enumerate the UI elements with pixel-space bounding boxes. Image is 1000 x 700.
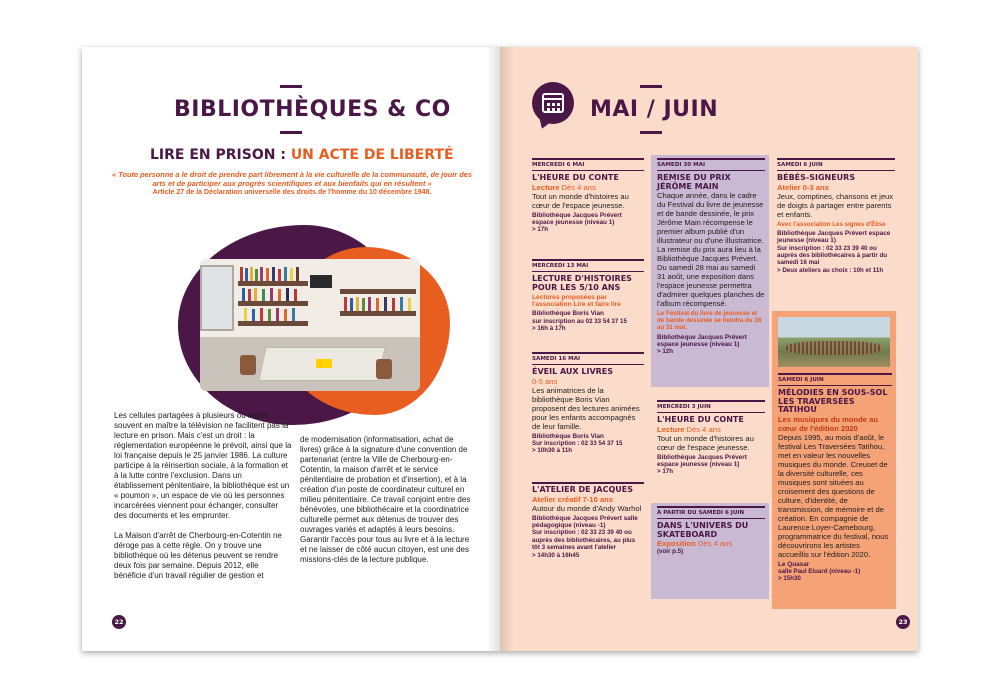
event-bebes-signeurs [777, 158, 895, 274]
article-paragraph: Les cellules partagées à plusieurs où règne souvent en maître la télévision ne facilitent pas la lecture en prison. Mais c'est un droit : la réglementation européenne le prévoit, ainsi que la loi française depuis le 25 janvier 1986. La culture participe à la réinsertion sociale, à la formation et à la lutte contre l'exclusion. Dans un établissement pénitentiaire, la bibliothèque est un « poumon », un espace de vie où les personnes incarcérées viennent pour échanger, consulter des documents et les emprunter. [114, 411, 292, 520]
left-gutter-shadow [486, 47, 500, 651]
photo-book [244, 308, 247, 321]
event-location: Bibliothèque Jacques Prévert espace jeunesse (niveau 1) [532, 211, 622, 226]
photo-book [242, 288, 245, 301]
event-lecture-histoires [532, 259, 644, 333]
event-rule [657, 158, 765, 160]
event-location: Bibliothèque Jacques Prévert espace jeunesse (niveau 1) [657, 453, 747, 468]
event-rule [532, 352, 644, 354]
photo-book [278, 269, 281, 281]
event-location: Le Quasar [778, 560, 810, 568]
event-rule [532, 259, 644, 261]
event-note: Le Festival du livre de jeunesse et de bande dessinée se tiendra du 28 au 31 mai. [657, 310, 762, 332]
photo-book [254, 288, 257, 301]
page-title: MAI / JUIN [590, 97, 719, 122]
event-time: > 15h30 [778, 575, 801, 583]
event-tag: Les musiques du monde au cœur de l'édition 2020 [778, 414, 879, 433]
photo-window [200, 265, 234, 331]
event-info: salle Paul Eluard (niveau -1) [778, 567, 861, 575]
photo-yellow-paper [316, 359, 332, 368]
photo-book [392, 298, 395, 311]
photo-book [286, 288, 289, 301]
right-page [500, 47, 918, 651]
event-tag-type: Lecture [532, 182, 560, 192]
photo-book [266, 268, 269, 281]
event-location: Bibliothèque Boris Vian [532, 310, 604, 318]
event-rule [657, 400, 765, 402]
event-rule [777, 158, 895, 160]
photo-chair [240, 355, 256, 375]
photo-book [350, 298, 353, 311]
event-rule [532, 482, 644, 484]
event-date: SAMEDI 6 JUIN [777, 162, 895, 171]
photo-shelf [238, 281, 308, 286]
event-description: Tout un monde d'histoires au cœur de l'espace jeunesse. [532, 191, 629, 210]
event-date: SAMEDI 6 JUIN [778, 377, 892, 386]
photo-book [245, 268, 248, 281]
photo-shelf [238, 301, 308, 306]
photo-book [384, 297, 387, 311]
photo-book [400, 297, 403, 311]
calendar-dot [557, 108, 560, 111]
event-date: MERCREDI 6 MAI [532, 162, 644, 171]
event-heure-du-conte-juin [657, 400, 765, 476]
photo-book [255, 269, 258, 281]
photo-book [368, 297, 371, 311]
title-bottom-bar [280, 131, 302, 134]
event-info: sur inscription au 02 33 54 37 15 [532, 317, 627, 325]
subtitle-part-a: LIRE EN PRISON : [150, 147, 291, 163]
event-title: L'ATELIER DE JACQUES [532, 485, 633, 494]
event-rule [657, 506, 765, 508]
article-paragraph: de modernisation (informatisation, achat de livres) grâce à la signature d'une convention de partenariat (entre la Ville de Cherbourg-en-Cotentin, la maison d'arrêt et le service pénitentiaire de probation et d'insertion), et à la création d'un poste de coordinateur culturel en milieu pénitentiaire. Ce travail conjoint entre des bénévoles, une bibliothécaire et la coordinatrice culturelle permet aux détenus de trouver des ouvrages variés et adaptés à leurs besoins. [300, 435, 471, 534]
event-tag-type: Exposition [657, 539, 696, 548]
event-info: Sur inscription : 02 33 23 39 40 ou auprès des bibliothécaires à partir du samedi 16 mai [777, 244, 888, 267]
event-time: > Deux ateliers au choix : 10h et 11h [777, 266, 884, 274]
event-info: Sur inscription : 02 33 54 37 15 [532, 439, 623, 447]
photo-shelf [238, 321, 308, 326]
event-date: MERCREDI 13 MAI [532, 263, 644, 272]
event-tag: Atelier créatif 7-10 ans [532, 494, 614, 504]
calendar-dot [557, 103, 560, 106]
photo-chair [376, 359, 392, 379]
event-title: DANS L'UNIVERS DU SKATEBOARD [657, 521, 749, 539]
event-description: Tout un monde d'histoires au cœur de l'espace jeunesse. [657, 433, 754, 452]
festival-photo [778, 317, 890, 367]
event-description: Chaque année, dans le cadre du Festival du livre de jeunesse et de bande dessinée, le prix Jérôme Main récompense le premier album publié d'un illustrateur ou d'une illustratrice. La remise du prix aura lieu à la Bibliothèque Jacques Prévert. Du samedi 28 mai au samedi 31 août, une exposition dans l'espace jeunesse permettra d'admirer quelques planches de l'album récompensé. [657, 191, 765, 308]
event-tag-age: Dès 4 ans [559, 182, 596, 192]
quote-text: « Toute personne a le droit de prendre part librement à la vie culturelle de la communauté, de jouir des arts et de participer aux progrès scientifiques et aux bienfaits qui en résultent » [112, 170, 472, 188]
event-tag: Atelier 0-3 ans [777, 182, 829, 192]
event-prix-jerome-main [657, 158, 765, 356]
event-title: MÉLODIES EN SOUS-SOL LES TRAVERSÉES TATIHOU [778, 388, 888, 414]
event-tag: 0-5 ans [532, 376, 558, 386]
event-location: Bibliothèque Jacques Prévert salle pédagogique (niveau -1) [532, 514, 638, 529]
page-title: BIBLIOTHÈQUES & CO [174, 97, 451, 122]
photo-book [278, 289, 281, 301]
event-title: REMISE DU PRIX JÉRÔME MAIN [657, 173, 731, 191]
calendar-dot [552, 108, 555, 111]
photo-book [240, 267, 243, 281]
photo-shelf [340, 289, 416, 294]
event-skateboard [657, 506, 765, 555]
photo-book [260, 308, 263, 321]
event-melodies-en-sous-sol [778, 373, 892, 583]
photo-book [290, 268, 293, 281]
library-photo [200, 259, 420, 391]
left-page [82, 47, 500, 651]
photo-book [252, 309, 255, 321]
event-time: > 17h [657, 468, 673, 476]
event-location: Bibliothèque Jacques Prévert espace jeunesse (niveau 1) [777, 229, 891, 245]
event-description: Jeux, comptines, chansons et jeux de doigts à partager entre parents et enfants. [777, 191, 894, 219]
page-number: 22 [112, 615, 126, 629]
photo-book [284, 267, 287, 281]
photo-book [296, 267, 299, 281]
event-title: LECTURE D'HISTOIRES POUR LES 5/10 ANS [532, 274, 632, 292]
event-title: BÉBÉS-SIGNEURS [777, 173, 856, 182]
article-paragraph: La Maison d'arrêt de Cherbourg-en-Cotentin ne déroge pas à cette règle. On y trouve une bibliothèque où les détenus peuvent se rendre deux fois par semaine. Depuis 2012, elle bénéficie d'un travail régulier de gestion et [114, 531, 282, 580]
calendar-dot [547, 108, 550, 111]
event-date: MERCREDI 3 JUIN [657, 404, 765, 413]
event-title: ÉVEIL AUX LIVRES [532, 367, 614, 376]
event-description: Depuis 1995, au mois d'août, le festival Les Traversées Tatihou, met en valeur les nouvelles musiques du monde. Creuset de la diversité culturelle, ces musiques sont situées au croisement des questions de culture, d'identité, de transmission, de mémoire et de création. En compagnie de Laurence Loyer-Camebourg, programmatrice du festival, nous découvrirons les artistes accueillis sur l'édition 2020. [778, 432, 889, 559]
article-column-2 [300, 435, 472, 575]
title-top-bar [640, 85, 662, 88]
event-tag-age: Dès 4 ans [695, 539, 733, 548]
photo-book [408, 298, 411, 311]
event-date: SAMEDI 30 MAI [657, 162, 765, 171]
event-time: > 16h à 17h [532, 325, 566, 333]
event-time: > 12h [657, 348, 673, 356]
page-number: 23 [896, 615, 910, 629]
event-info: (voir p.5) [657, 548, 684, 555]
event-time: > 10h30 à 11h [532, 447, 573, 455]
event-rule [532, 158, 644, 160]
event-location: Bibliothèque Boris Vian [532, 432, 604, 440]
event-tag-age: Dès 4 ans [684, 424, 721, 434]
event-tag [657, 539, 765, 548]
photo-book [262, 289, 265, 301]
event-heure-du-conte-mai [532, 158, 644, 234]
event-info: Sur inscription : 02 33 23 39 40 ou auprès des bibliothécaires, au plus tôt 3 semaines avant l'atelier [532, 529, 636, 552]
event-tag: Lectures proposées par l'association Lire et faire lire [532, 294, 621, 309]
title-top-bar [280, 85, 302, 88]
event-note: Avec l'association Les signes d'Élise [777, 220, 886, 228]
photo-book [272, 267, 275, 281]
photo-book [292, 308, 295, 321]
event-location: Bibliothèque Jacques Prévert espace jeunesse (niveau 1) [657, 333, 747, 349]
event-title: L'HEURE DU CONTE [532, 173, 619, 182]
event-time: > 17h [532, 226, 548, 234]
photo-book [260, 267, 263, 281]
brochure-spread [82, 47, 918, 651]
title-bottom-bar [640, 131, 662, 134]
article-column-1 [114, 411, 292, 591]
photo-book [344, 297, 347, 311]
photo-television [310, 275, 332, 288]
photo-book [268, 309, 271, 321]
photo-book [294, 289, 297, 301]
event-title: L'HEURE DU CONTE [657, 415, 744, 424]
event-eveil-aux-livres [532, 352, 644, 455]
photo-book [276, 308, 279, 321]
photo-book [356, 297, 359, 311]
event-description: Autour du monde d'Andy Warhol [532, 503, 642, 513]
photo-book [284, 309, 287, 321]
event-date: SAMEDI 16 MAI [532, 356, 644, 365]
quote-source: Article 27 de la Déclaration universelle des droits de l'homme du 10 décembre 1948. [152, 189, 432, 196]
photo-shelf [340, 311, 416, 316]
photo-book [250, 267, 253, 281]
event-time: > 14h30 à 16h45 [532, 551, 580, 559]
photo-book [362, 298, 365, 311]
subtitle-part-b: UN ACTE DE LIBERTÉ [290, 147, 454, 163]
article-paragraph: Garantir l'accès pour tous au livre et à la lecture et ne laisser de côté aucun citoyen, est une des missions-clés de la lecture publique. [300, 535, 470, 564]
article-subtitle [150, 147, 454, 163]
event-tag [532, 183, 644, 192]
right-gutter-shadow [500, 47, 514, 651]
event-rule [778, 373, 892, 375]
event-description: Les animatrices de la bibliothèque Boris Vian proposent des lectures animées pour les enfants accompagnés de leur famille. [532, 385, 640, 431]
event-tag [657, 425, 765, 434]
event-atelier-de-jacques [532, 482, 644, 559]
event-tag-type: Lecture [657, 424, 685, 434]
event-date: À PARTIR DU SAMEDI 6 JUIN [657, 510, 765, 519]
photo-book [270, 288, 273, 301]
photo-book [248, 289, 251, 301]
festival-photo-crowd [786, 341, 882, 355]
calendar-dot [552, 103, 555, 106]
photo-book [376, 298, 379, 311]
calendar-icon [542, 93, 564, 113]
calendar-dot [547, 103, 550, 106]
